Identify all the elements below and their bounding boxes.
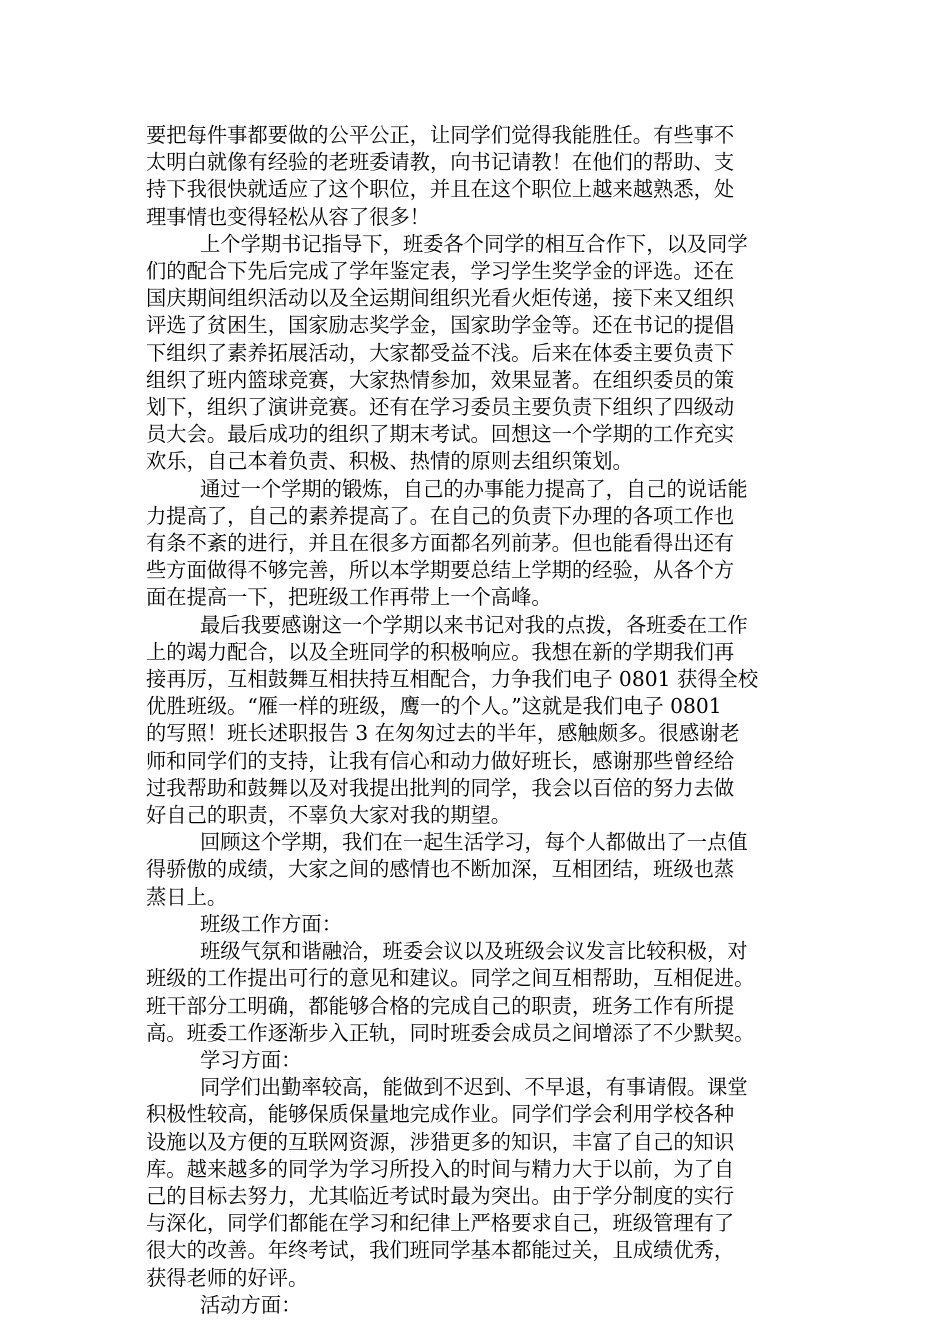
text-line: 有条不紊的进行，并且在很多方面都名列前茅。但也能看得出还有: [146, 531, 735, 556]
text-line: 设施以及方便的互联网资源，涉猎更多的知识，丰富了自己的知识: [146, 1129, 735, 1154]
text-line: 下组织了素养拓展活动，大家都受益不浅。后来在体委主要负责下: [146, 340, 735, 365]
text-line: 理事情也变得轻松从容了很多！: [146, 204, 430, 229]
section-heading: 活动方面：: [200, 1292, 302, 1317]
text-line: 接再厉，互相鼓舞互相扶持互相配合，力争我们电子 0801 获得全校: [146, 667, 759, 692]
text-line: 评选了贫困生，国家励志奖学金，国家助学金等。还在书记的提倡: [146, 313, 735, 338]
paragraph-first-line: 回顾这个学期，我们在一起生活学习，每个人都做出了一点值: [200, 830, 748, 855]
text-line: 国庆期间组织活动以及全运期间组织光看火炬传递，接下来又组织: [146, 286, 735, 311]
text-line: 库。越来越多的同学为学习所投入的时间与精力大于以前，为了自: [146, 1156, 735, 1181]
paragraph-first-line: 上个学期书记指导下，班委各个同学的相互合作下，以及同学: [200, 231, 748, 256]
text-line: 些方面做得不够完善，所以本学期要总结上学期的经验，从各个方: [146, 558, 735, 583]
text-line: 师和同学们的支持，让我有信心和动力做好班长，感谢那些曾经给: [146, 748, 735, 773]
text-line: 欢乐，自己本着负责、积极、热情的原则去组织策划。: [146, 449, 633, 474]
text-line: 面在提高一下，把班级工作再带上一个高峰。: [146, 585, 552, 610]
text-line: 很大的改善。年终考试，我们班同学基本都能过关，且成绩优秀，: [146, 1238, 735, 1263]
text-line: 员大会。最后成功的组织了期末考试。回想这一个学期的工作充实: [146, 422, 735, 447]
text-line: 与深化，同学们都能在学习和纪律上严格要求自己，班级管理有了: [146, 1211, 735, 1236]
section-heading: 班级工作方面：: [200, 911, 342, 936]
paragraph-first-line: 同学们出勤率较高，能做到不迟到、不早退，有事请假。课堂: [200, 1075, 748, 1100]
text-line: 蒸日上。: [146, 884, 228, 909]
text-line: 己的目标去努力，尤其临近考试时最为突出。由于学分制度的实行: [146, 1183, 735, 1208]
paragraph-first-line: 最后我要感谢这一个学期以来书记对我的点拨，各班委在工作: [200, 612, 748, 637]
text-line: 高。班委工作逐渐步入正轨，同时班委会成员之间增添了不少默契。: [146, 1020, 755, 1045]
text-line: 的写照！班长述职报告 3 在匆匆过去的半年，感触颇多。很感谢老: [146, 721, 740, 746]
text-line: 过我帮助和鼓舞以及对我提出批判的同学，我会以百倍的努力去做: [146, 775, 735, 800]
text-line: 好自己的职责，不辜负大家对我的期望。: [146, 803, 512, 828]
text-line: 们的配合下先后完成了学年鉴定表，学习学生奖学金的评选。还在: [146, 259, 735, 284]
paragraph-first-line: 通过一个学期的锻炼，自己的办事能力提高了，自己的说话能: [200, 476, 748, 501]
text-line: 划下，组织了演讲竞赛。还有在学习委员主要负责下组织了四级动: [146, 395, 735, 420]
text-line: 要把每件事都要做的公平公正，让同学们觉得我能胜任。有些事不: [146, 123, 735, 147]
text-line: 组织了班内篮球竞赛，大家热情参加，效果显著。在组织委员的策: [146, 367, 735, 392]
text-line: 积极性较高，能够保质保量地完成作业。同学们学会利用学校各种: [146, 1102, 735, 1127]
text-line: 优胜班级。“雁一样的班级，鹰一的个人。”这就是我们电子 0801: [146, 694, 722, 719]
text-line: 班干部分工明确，都能够合格的完成自己的职责，班务工作有所提: [146, 993, 735, 1018]
text-line: 得骄傲的成绩，大家之间的感情也不断加深，互相团结，班级也蒸: [146, 857, 735, 882]
text-line: 获得老师的好评。: [146, 1265, 309, 1290]
paragraph-first-line: 班级气氛和谐融洽，班委会议以及班级会议发言比较积极，对: [200, 939, 748, 964]
text-line: 持下我很快就适应了这个职位，并且在这个职位上越来越熟悉，处: [146, 177, 735, 202]
text-line: 上的竭力配合，以及全班同学的积极响应。我想在新的学期我们再: [146, 639, 735, 664]
section-heading: 学习方面：: [200, 1047, 302, 1072]
document-body: [146, 122, 816, 1319]
text-line: 班级的工作提出可行的意见和建议。同学之间互相帮助，互相促进。: [146, 966, 755, 991]
text-line: 力提高了，自己的素养提高了。在自己的负责下办理的各项工作也: [146, 503, 735, 528]
text-line: 太明白就像有经验的老班委请教，向书记请教！在他们的帮助、支: [146, 150, 735, 175]
